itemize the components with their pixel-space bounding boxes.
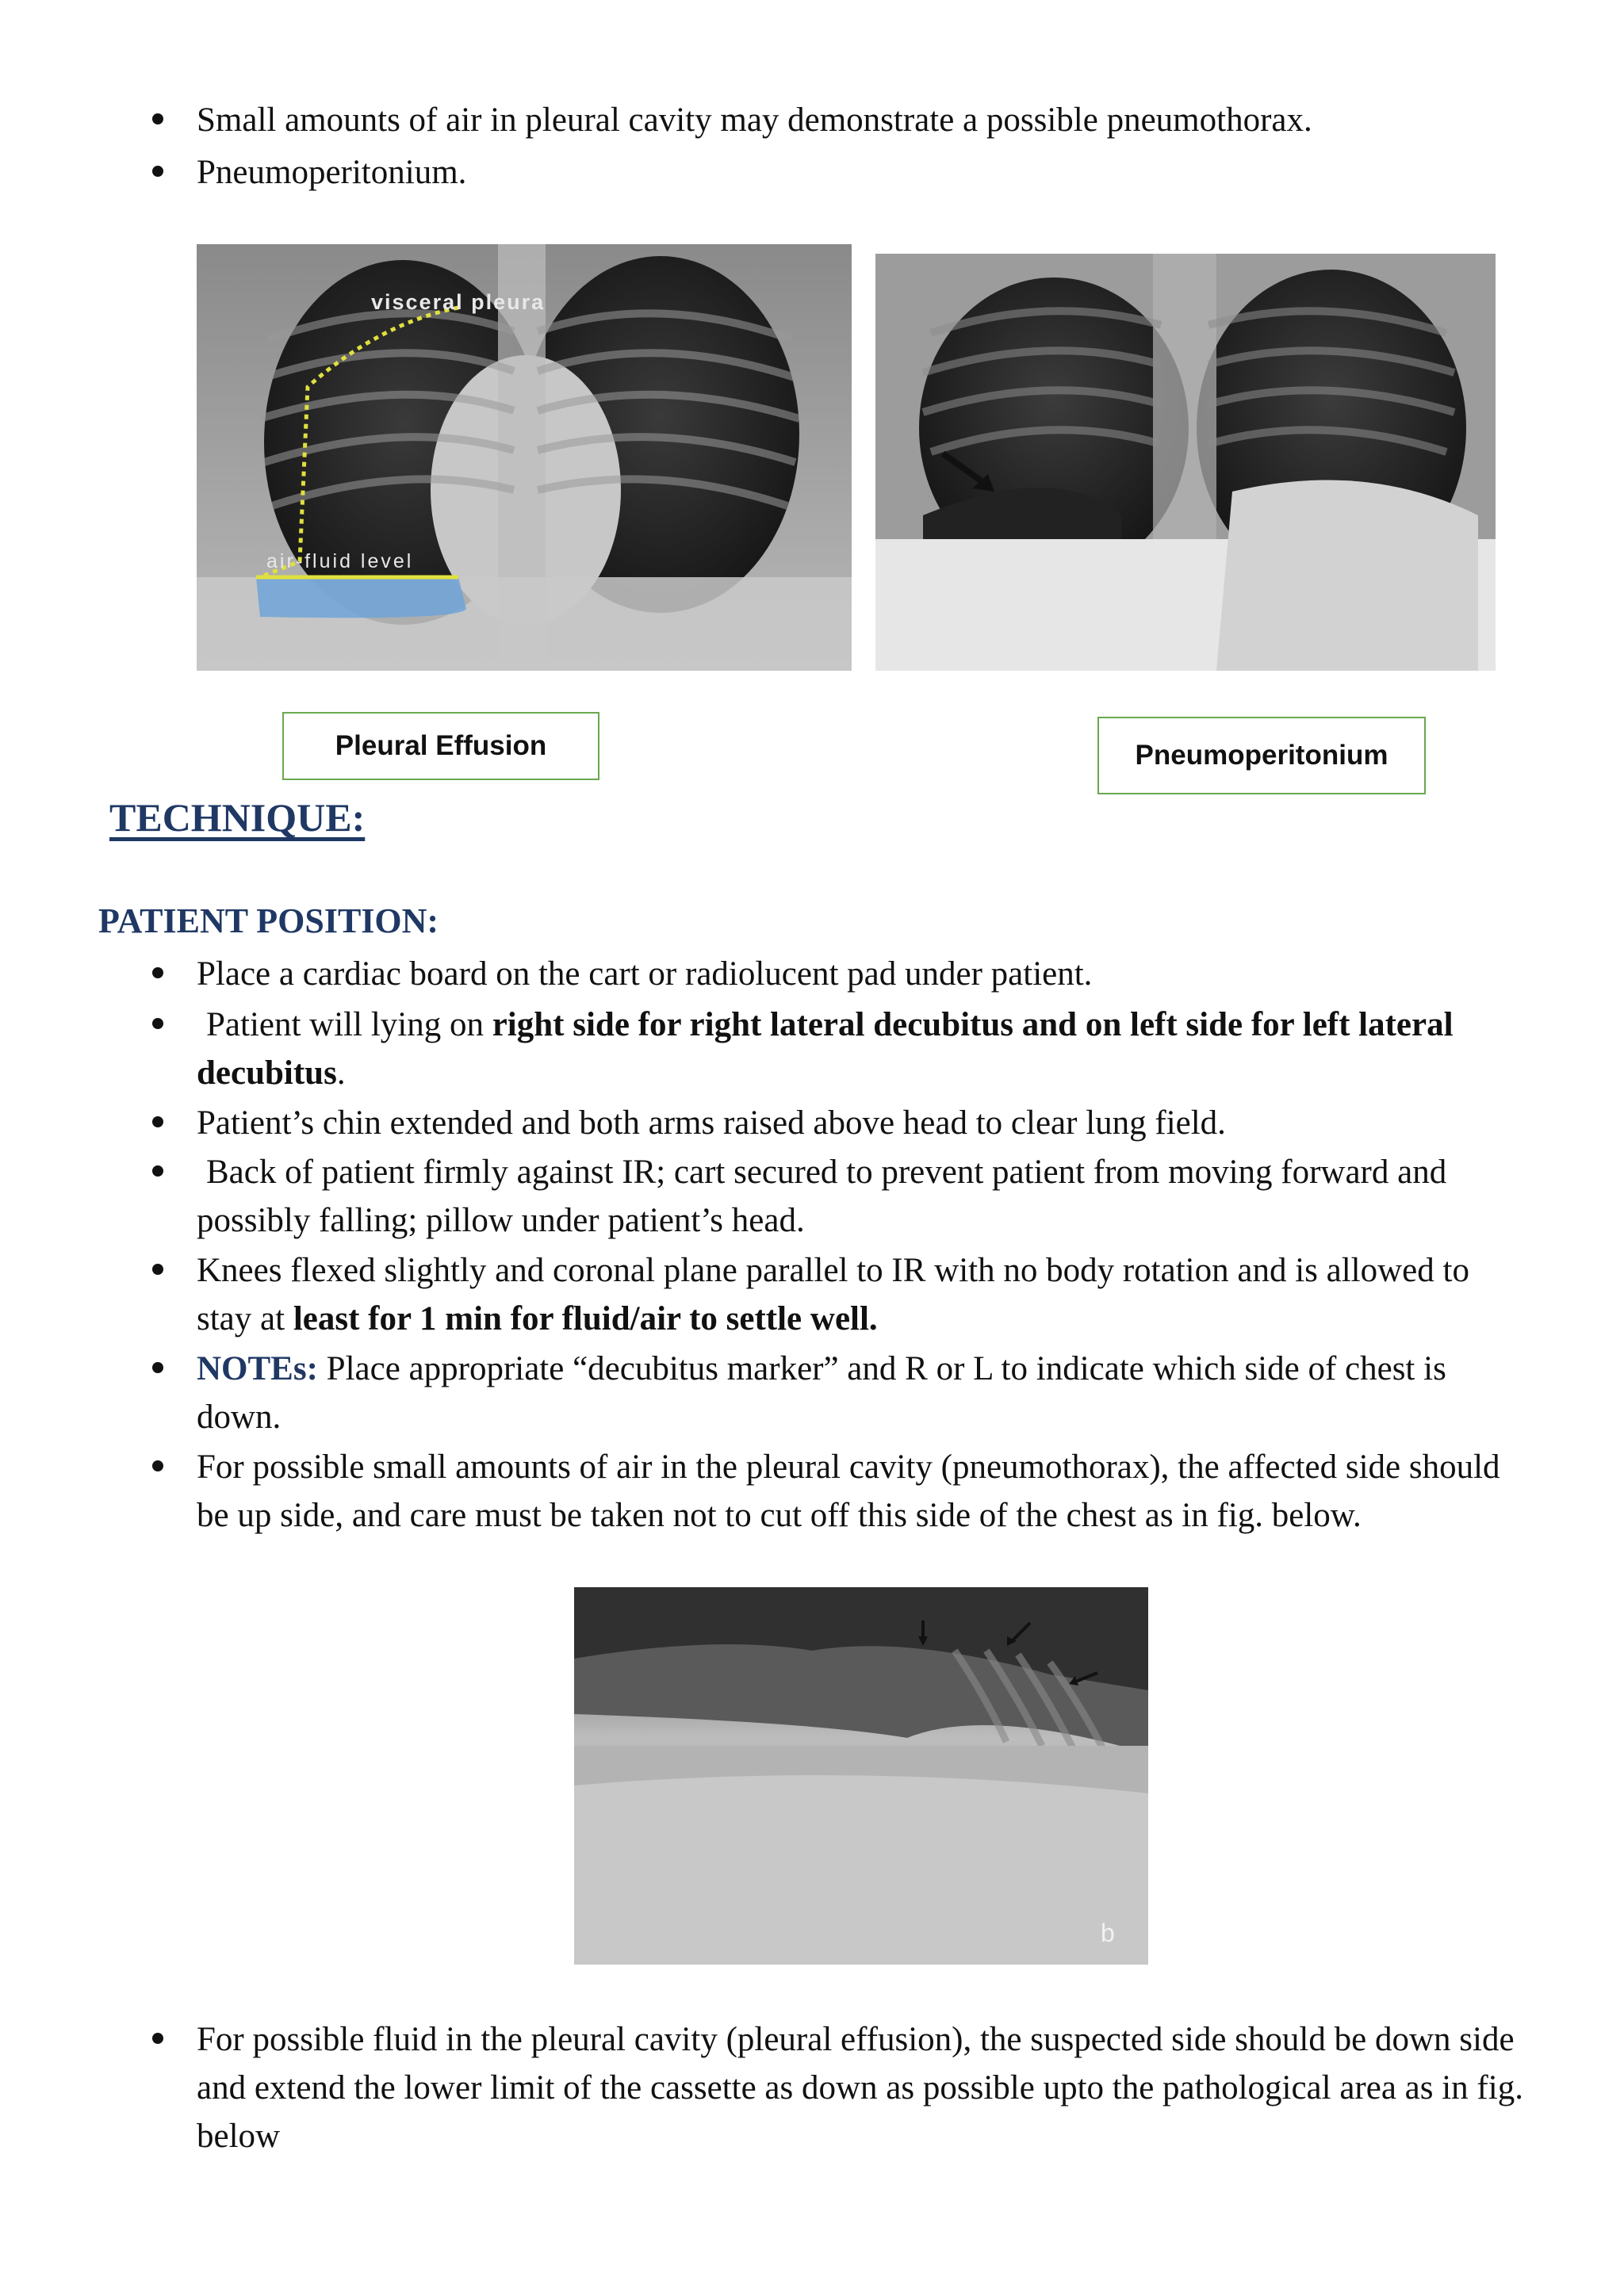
- bullet-dot: [152, 166, 163, 177]
- bullet-dot: [152, 2033, 163, 2044]
- pneumoperitonium-xray: [875, 254, 1496, 671]
- bullet-pneumothorax-side: For possible small amounts of air in the pleural cavity (pneumothorax), the affected side should be up side, and care must be taken not to cut off this side of the chest as in fig. below.: [197, 1443, 1529, 1540]
- bullet-pneumoperitonium: Pneumoperitonium.: [197, 148, 1529, 197]
- visceral-pleura-label: visceral pleura: [371, 290, 546, 314]
- bullet-dot: [152, 1116, 163, 1127]
- bullet-cardiac-board: Place a cardiac board on the cart or radiolucent pad under patient.: [197, 950, 1529, 998]
- technique-heading: TECHNIQUE:: [109, 795, 366, 840]
- bullet-lying-side: Patient will lying on right side for right lateral decubitus and on left side for left lateral decubitus.: [197, 1001, 1529, 1097]
- bullet-chin-arms: Patient’s chin extended and both arms raised above head to clear lung field.: [197, 1099, 1529, 1147]
- pleural-effusion-caption: Pleural Effusion: [282, 712, 599, 780]
- bullet-dot: [152, 967, 163, 978]
- bullet-dot: [152, 1362, 163, 1373]
- bullet-pleural-effusion-side: For possible fluid in the pleural cavity (pleural effusion), the suspected side should be down side and extend the lower limit of the cassette as down as possible upto the pathological area as in fig. below: [197, 2015, 1529, 2160]
- bullet-dot: [152, 1165, 163, 1177]
- air-fluid-level-label: air-fluid level: [266, 550, 414, 572]
- lateral-decubitus-xray: [574, 1587, 1148, 1965]
- bullet-dot: [152, 1264, 163, 1275]
- bullet-dot: [152, 113, 163, 124]
- pneumoperitonium-caption: Pneumoperitonium: [1097, 717, 1426, 794]
- bullet-notes: NOTEs: Place appropriate “decubitus marker” and R or L to indicate which side of chest is down.: [197, 1345, 1529, 1441]
- bullet-knees-flexed: Knees flexed slightly and coronal plane parallel to IR with no body rotation and is allowed to stay at least for 1 min for fluid/air to settle well.: [197, 1246, 1529, 1343]
- figure-letter-b: b: [1101, 1919, 1115, 1947]
- bullet-dot: [152, 1018, 163, 1029]
- bullet-back-of-patient: Back of patient firmly against IR; cart secured to prevent patient from moving forward and possibly falling; pillow under patient’s head.: [197, 1148, 1529, 1245]
- bullet-pneumothorax: Small amounts of air in pleural cavity may demonstrate a possible pneumothorax.: [197, 96, 1529, 144]
- patient-position-heading: PATIENT POSITION:: [98, 901, 439, 940]
- bullet-dot: [152, 1460, 163, 1471]
- pleural-effusion-xray: [197, 244, 852, 671]
